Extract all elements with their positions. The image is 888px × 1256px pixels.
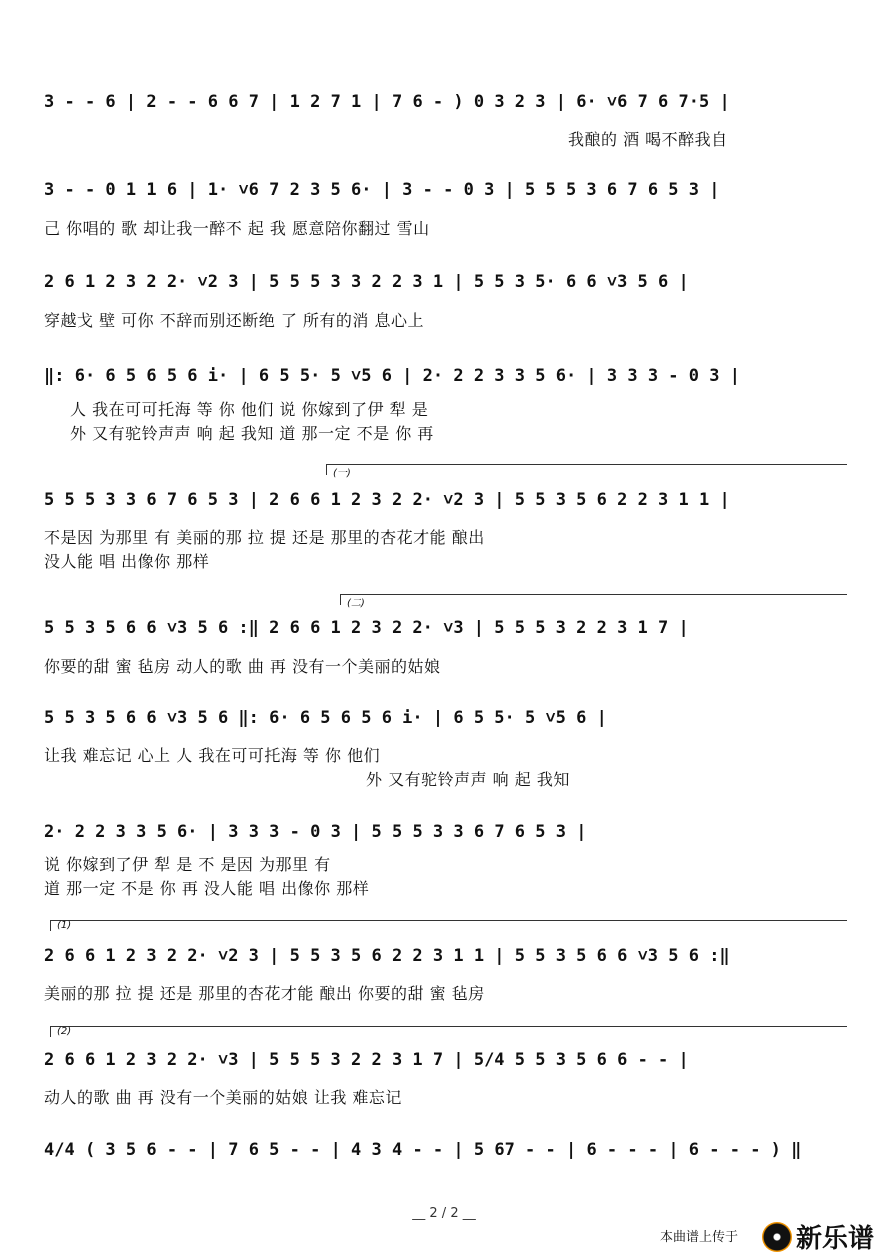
score-system-4-lyric-1: 人 我在可可托海 等 你 他们 说 你嫁到了伊 犁 是	[70, 400, 429, 419]
score-system-8-lyric-1: 说 你嫁到了伊 犁 是 不 是因 为那里 有	[44, 855, 331, 874]
score-system-5-lyric-1: 不是因 为那里 有 美丽的那 拉 提 还是 那里的杏花才能 酿出	[44, 528, 485, 547]
score-system-6-lyric-1: 你要的甜 蜜 毡房 动人的歌 曲 再 没有一个美丽的姑娘	[44, 657, 441, 676]
score-system-9-lyric-1: 美丽的那 拉 提 还是 那里的杏花才能 酿出 你要的甜 蜜 毡房	[44, 984, 485, 1003]
score-system-6-notes: 5 5 3 5 6 6 ˅3 5 6 :‖ 2 6 6 1 2 3 2 2· ˅3 | 5 5 5 3 2 2 3 1 7 |	[44, 618, 689, 638]
volta-bracket-1	[326, 464, 847, 479]
score-system-4-lyric-2: 外 又有驼铃声声 响 起 我知 道 那一定 不是 你 再	[70, 424, 434, 443]
volta-bracket-4	[50, 1026, 847, 1037]
score-system-1-notes: 3 - - 6 | 2 - - 6 6 7 | 1 2 7 1 | 7 6 - ) 0 3 2 3 | 6· ˅6 7 6 7·5 |	[44, 92, 730, 112]
volta-label-2: (二)	[347, 598, 365, 609]
volta-label-1: (一)	[333, 468, 351, 479]
score-system-11-notes: 4/4 ( 3 5 6 - - | 7 6 5 - - | 4 3 4 - - | 5 67 - - | 6 - - - | 6 - - - ) ‖	[44, 1140, 802, 1160]
score-system-2-notes: 3 - - 0 1 1 6 | 1· ˅6 7 2 3 5 6· | 3 - - 0 3 | 5 5 5 3 6 7 6 5 3 |	[44, 180, 720, 200]
score-system-4-notes: ‖: 6· 6 5 6 5 6 i· | 6 5 5· 5 ˅5 6 | 2· 2 2 3 3 5 6· | 3 3 3 - 0 3 |	[44, 366, 740, 386]
site-logo	[762, 1218, 874, 1255]
score-system-1-lyric-1: 我酿的 酒 喝不醉我自	[568, 130, 728, 149]
score-system-7-lyric-2: 外 又有驼铃声声 响 起 我知	[366, 770, 570, 789]
vinyl-disc-icon	[762, 1222, 792, 1252]
volta-label-3: (1)	[57, 920, 72, 931]
score-system-7-lyric-1: 让我 难忘记 心上 人 我在可可托海 等 你 他们	[44, 746, 381, 765]
score-system-8-lyric-2: 道 那一定 不是 你 再 没人能 唱 出像你 那样	[44, 879, 370, 898]
upload-note: 本曲谱上传于	[660, 1230, 739, 1245]
score-system-10-notes: 2 6 6 1 2 3 2 2· ˅3 | 5 5 5 3 2 2 3 1 7 | 5/4 5 5 3 5 6 6 - - |	[44, 1050, 689, 1070]
score-system-3-notes: 2 6 1 2 3 2 2· ˅2 3 | 5 5 5 3 3 2 2 3 1 | 5 5 3 5· 6 6 ˅3 5 6 |	[44, 272, 689, 292]
score-system-8-notes: 2· 2 2 3 3 5 6· | 3 3 3 - 0 3 | 5 5 5 3 3 6 7 6 5 3 |	[44, 822, 587, 842]
score-system-7-notes: 5 5 3 5 6 6 ˅3 5 6 ‖: 6· 6 5 6 5 6 i· | 6 5 5· 5 ˅5 6 |	[44, 708, 607, 728]
score-system-3-lyric-1: 穿越戈 壁 可你 不辞而别还断绝 了 所有的消 息心上	[44, 311, 425, 330]
page-number: __ 2 / 2 __	[412, 1206, 476, 1221]
volta-bracket-2	[340, 594, 847, 609]
score-system-2-lyric-1: 己 你唱的 歌 却让我一醉不 起 我 愿意陪你翻过 雪山	[44, 219, 430, 238]
score-system-10-lyric-1: 动人的歌 曲 再 没有一个美丽的姑娘 让我 难忘记	[44, 1088, 402, 1107]
score-system-9-notes: 2 6 6 1 2 3 2 2· ˅2 3 | 5 5 3 5 6 2 2 3 1 1 | 5 5 3 5 6 6 ˅3 5 6 :‖	[44, 946, 730, 966]
score-system-5-notes: 5 5 5 3 3 6 7 6 5 3 | 2 6 6 1 2 3 2 2· ˅2 3 | 5 5 3 5 6 2 2 3 1 1 |	[44, 490, 730, 510]
volta-label-4: (2)	[57, 1026, 72, 1037]
volta-bracket-3	[50, 920, 847, 931]
logo-text: 新乐谱	[796, 1224, 875, 1254]
score-system-5-lyric-2: 没人能 唱 出像你 那样	[44, 552, 210, 571]
